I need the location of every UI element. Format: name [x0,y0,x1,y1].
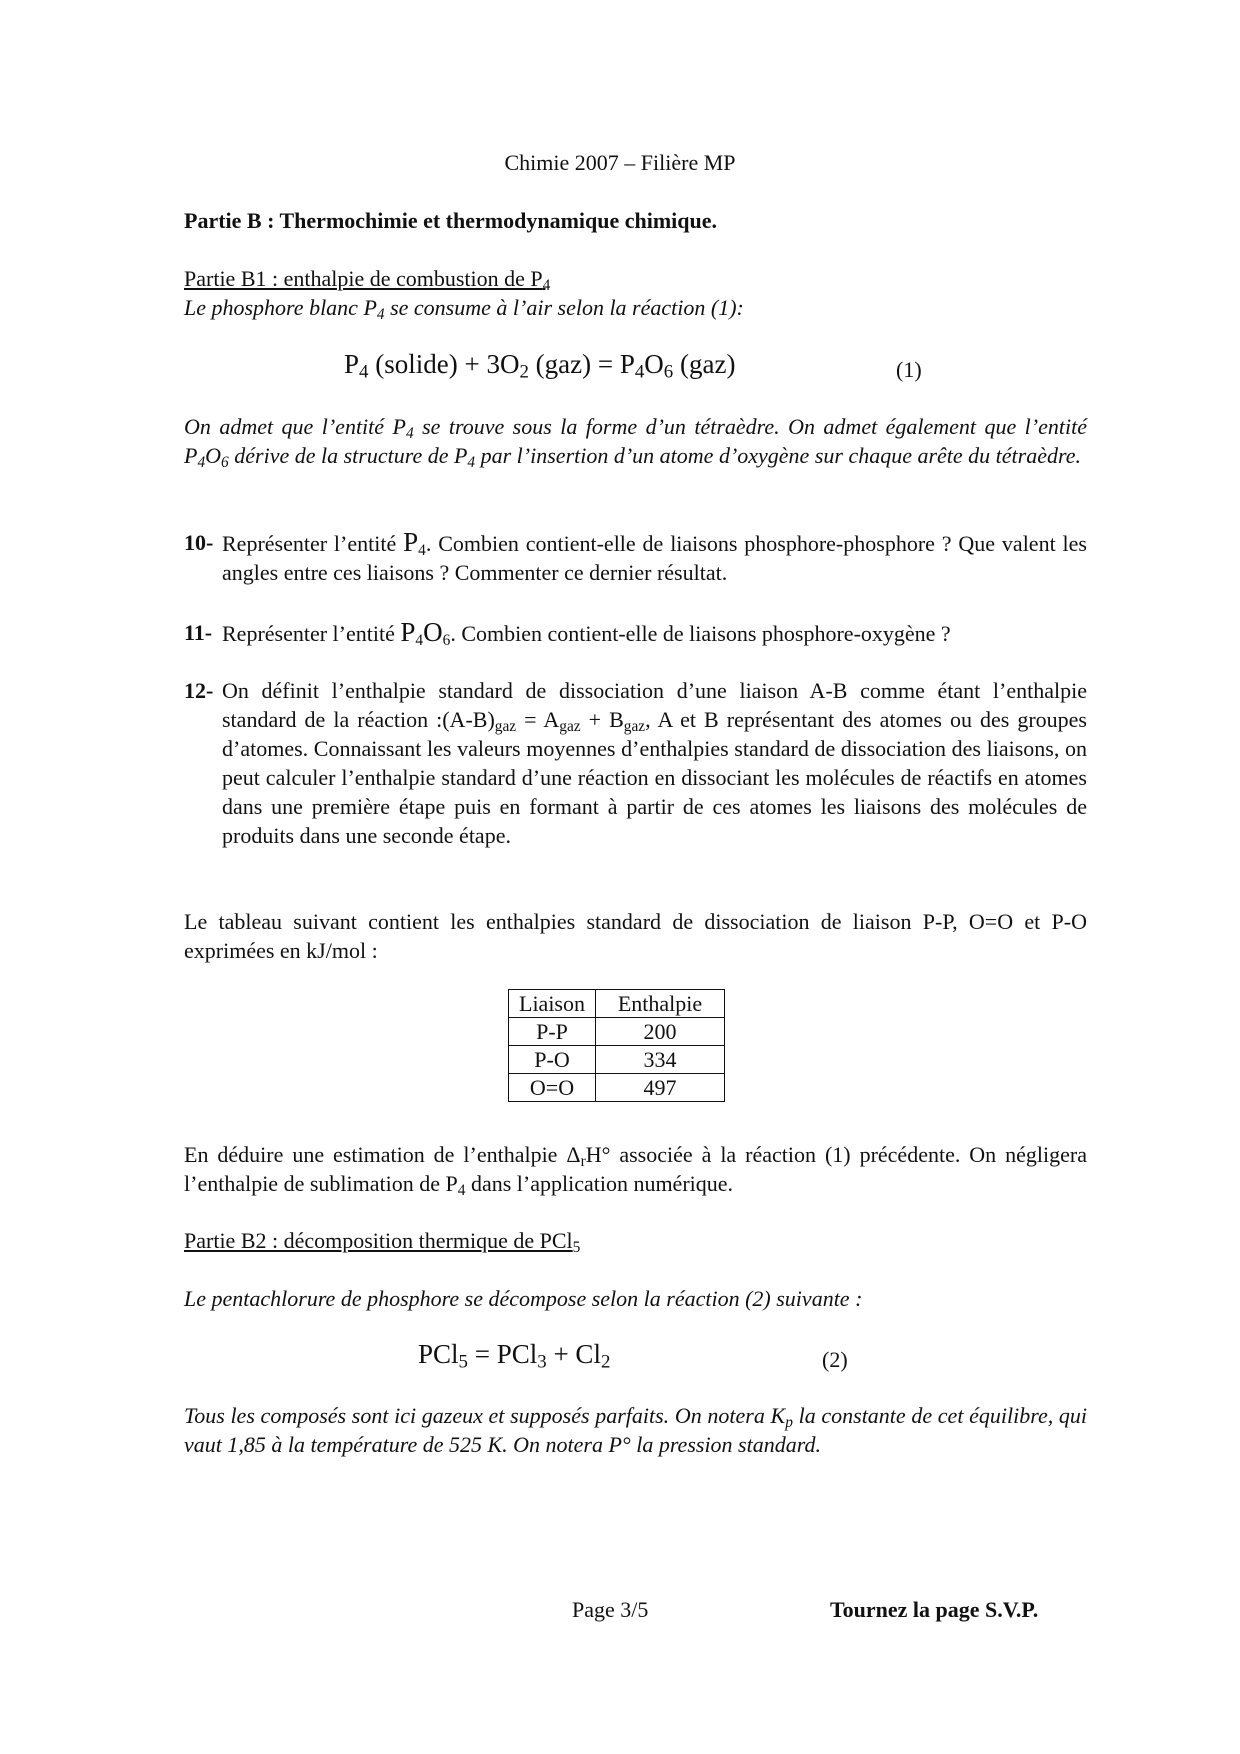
question-12-number: 12- [184,678,214,703]
table-cell: P-P [509,1018,596,1046]
table-header-cell: Enthalpie [596,990,725,1018]
table-row [509,1074,725,1102]
table-header-row [509,990,725,1018]
b2-note: Tous les composés sont ici gazeux et supposés parfaits. On notera $K_p$ la constante de cet équilibre, qui vaut 1,85 à la température de 525 K. On notera P° la pression standard. [184,1403,1088,1457]
table-cell: 200 [596,1018,725,1046]
b2-intro: Le pentachlorure de phosphore se décompose selon la réaction (2) suivante : [184,1286,863,1311]
equation-1-label: (1) [896,357,922,382]
enthalpy-table [508,989,725,1102]
table-row [509,1046,725,1074]
b1-intro: Le phosphore blanc $P_4$ se consume à l’air selon la réaction (1): [184,295,744,323]
question-11: 11- Représenter l’entité $P_4O_6$. Combien contient-elle de liaisons phosphore-oxygène ? [184,617,951,649]
page-number: Page 3/5 [572,1597,649,1622]
equation-2: $PCl_5 = PCl_3 + Cl_2$ [418,1339,611,1373]
question-11-number: 11- [184,620,213,645]
turn-page-note: Tournez la page S.V.P. [830,1597,1039,1622]
part-title: Partie B : Thermochimie et thermodynamique chimique. [184,208,718,233]
table-cell: O=O [509,1074,596,1102]
table-header-cell: Liaison [509,990,596,1018]
table-cell: 497 [596,1074,725,1102]
table-cell: P-O [509,1046,596,1074]
question-12: 12- On définit l’enthalpie standard de dissociation d’une liaison A-B comme étant l’enthalpie standard de la réaction $:(A-B)_{gaz} = A_{gaz} + B_{gaz}$, A et B représentant des atomes ou des groupes d’atomes. Connaissant les valeurs moyennes d’enthalpies standard de dissociation des liaisons, on peut calculer l’enthalpie standard d’une réaction en dissociant les molécules de réactifs en atomes dans une première étape puis en formant à partir de ces atomes les liaisons des molécules de produits dans une seconde étape. [184,678,1087,848]
section-b2-heading: Partie B2 : décomposition thermique de PCl$_5$ [184,1228,581,1256]
table-intro: Le tableau suivant contient les enthalpies standard de dissociation de liaison P-P, O=O et P-O exprimées en kJ/mol : [184,909,1087,963]
b1-assumption: On admet que l’entité $P_4$ se trouve sous la forme d’un tétraèdre. On admet également que l’entité $P_4O_6$ dérive de la structure de $P_4$ par l’insertion d’un atome d’oxygène sur chaque arête du tétraèdre. [184,414,1087,471]
question-10: 10- Représenter l’entité $P_4$. Combien contient-elle de liaisons phosphore-phosphore ? Que valent les angles entre ces liaisons ? Commenter ce dernier résultat. [184,527,1087,585]
deduce-paragraph: En déduire une estimation de l’enthalpie $\Delta_rH^\circ$ associée à la réaction (1) précédente. On négligera l’enthalpie de sublimation de $P_4$ dans l’application numérique. [184,1142,1087,1199]
equation-2-label: (2) [822,1347,848,1372]
table-cell: 334 [596,1046,725,1074]
section-b1-heading: Partie B1 : enthalpie de combustion de $P_4$ [184,266,551,294]
equation-1: $P_4$ (solide) + $3O_2$ $(gaz) = P_4O_6$ (gaz) [344,349,736,383]
question-10-number: 10- [184,530,214,555]
page-header: Chimie 2007 – Filière MP [504,150,736,175]
table-row [509,1018,725,1046]
